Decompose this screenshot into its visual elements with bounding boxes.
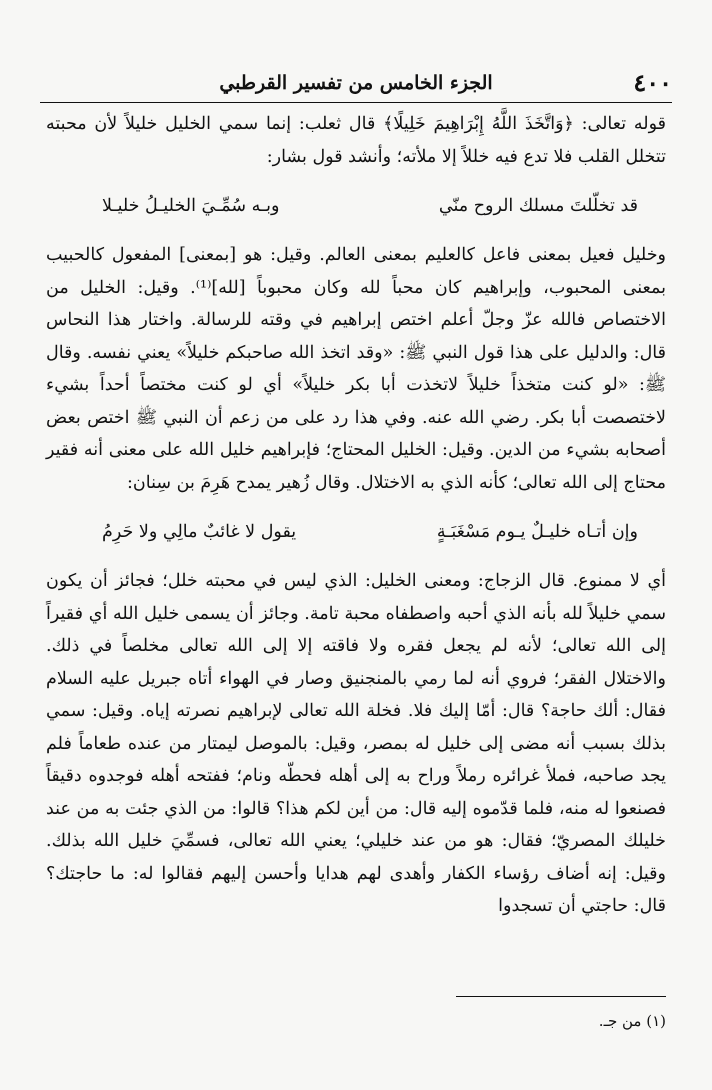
footnote-divider (456, 996, 666, 997)
paragraph-2: وخليل فعيل بمعنى فاعل كالعليم بمعنى العالم. وقيل: هو [بمعنى] المفعول كالحبيب بمعنى المحبوب، وإبراهيم كان محباً لله وكان محبوباً [لله]⁽¹⁾. وقيل: الخليل من الاختصاص فالله عزّ وجلّ أعلم اختص إبراهيم في وقته للرسالة. واختار هذا النحاس قال: والدليل على هذا قول النبي ﷺ: «وقد اتخذ الله صاحبكم خليلاً» يعني نفسه. وقال ﷺ: «لو كنت متخذاً خليلاً لاتخذت أبا بكر خليلاً» أي لو كنت مختصاً أحداً بشيء لاختصصت أبا بكر. رضي الله عنه. وفي هذا رد على من زعم أن النبي ﷺ اختص بعض أصحابه بشيء من الدين. وقيل: الخليل المحتاج؛ فإبراهيم خليل الله على معنى أنه فقير محتاج إلى الله تعالى؛ كأنه الذي به الاختلال. وقال زُهير يمدح هَرِمَ بن سِنان: (46, 245, 666, 493)
page-header (40, 62, 672, 103)
poetry-verse-1 (46, 189, 666, 223)
poetry-verse-2 (46, 515, 666, 549)
page-number: ٤٠٠ (633, 68, 672, 97)
running-title: الجزء الخامس من تفسير القرطبي (219, 72, 493, 94)
verse-2-second-hemistich: يقول لا غائبٌ مالِي ولا حَرِمُ (102, 522, 297, 542)
page-body (46, 108, 666, 923)
verse-2-first-hemistich: وإن أتـاه خليـلٌ يـوم مَسْغَبَـةٍ (436, 522, 638, 542)
verse-1-second-hemistich: وبـه سُمِّـيَ الخليـلُ خليـلا (102, 196, 280, 216)
footnote: (١) من جـ. (598, 1012, 666, 1030)
paragraph-1: قوله تعالى: ﴿وَاتَّخَذَ اللَّهُ إِبْرَاهِيمَ خَلِيلًا﴾ قال ثعلب: إنما سمي الخليل خليلاً لأن محبته تتخلل القلب فلا تدع فيه خللاً إلا ملأته؛ وأنشد قول بشار: (46, 114, 666, 167)
verse-1-first-hemistich: قد تخلّلتَ مسلك الروح منّي (438, 196, 638, 216)
paragraph-3: أي لا ممنوع. قال الزجاج: ومعنى الخليل: الذي ليس في محبته خلل؛ فجائز أن يكون سمي خليلاً لله بأنه الذي أحبه واصطفاه محبة تامة. وجائز أن يسمى خليل الله أي فقيراً إلى الله تعالى؛ لأنه لم يجعل فقره ولا فاقته إلا إلى الله تعالى مخلصاً في ذلك. والاختلال الفقر؛ فروي أنه لما رمي بالمنجنيق وصار في الهواء أتاه جبريل عليه السلام فقال: ألك حاجة؟ قال: أمّا إليك فلا. فخلة الله تعالى لإبراهيم نصرته إياه. وقيل: سمي بذلك بسبب أنه مضى إلى خليل له بمصر، وقيل: بالموصل ليمتار من عنده طعاماً فلم يجد صاحبه، فملأ غرائره رملاً وراح به إلى أهله فحطّه ونام؛ ففتحه أهله فوجدوه دقيقاً فصنعوا له منه، فلما قدّموه إليه قال: من أين لكم هذا؟ قالوا: من الذي جئت به من عند خليلك المصريّ؛ فقال: هو من عند خليلي؛ يعني الله تعالى، فسمِّيَ خليل الله بذلك. وقيل: إنه أضاف رؤساء الكفار وأهدى لهم هدايا وأحسن إليهم فقالوا له: ما حاجتك؟ قال: حاجتي أن تسجدوا (46, 571, 666, 916)
